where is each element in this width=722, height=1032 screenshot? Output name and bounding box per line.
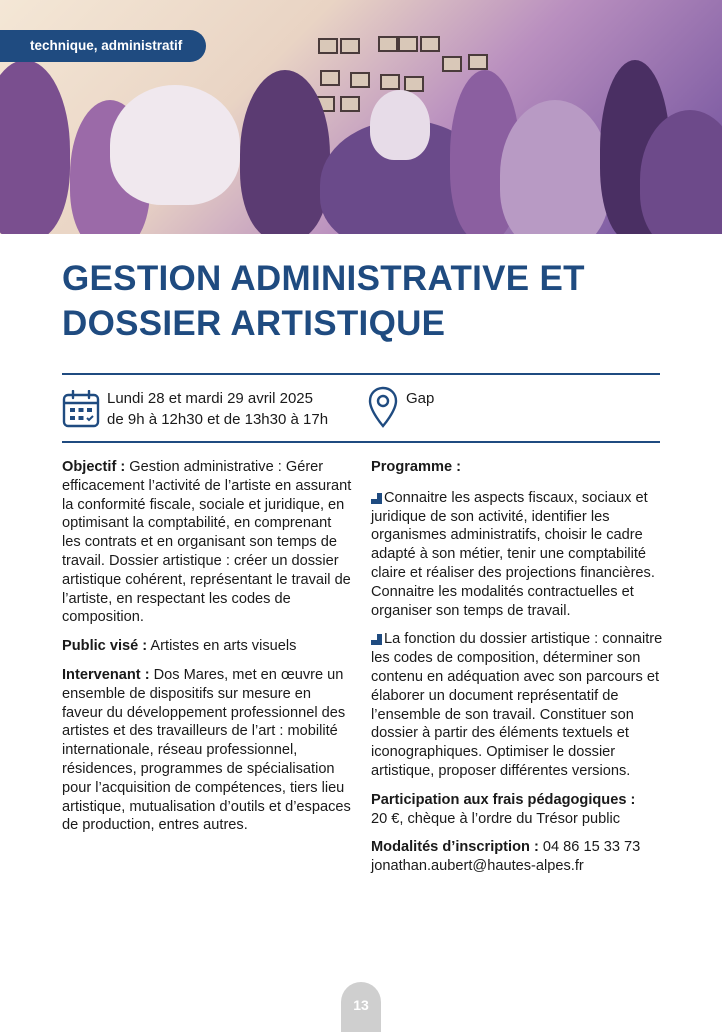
page-title: GESTION ADMINISTRATIVE ET DOSSIER ARTISTIQUE <box>62 259 585 343</box>
left-column <box>62 458 352 845</box>
modalites-label: Modalités d’inscription : <box>371 839 539 856</box>
bullet-icon <box>371 634 380 643</box>
objectif-label: Objectif : <box>62 459 126 475</box>
modalites-paragraph <box>371 838 663 876</box>
calendar-icon <box>62 390 100 428</box>
event-date <box>107 388 328 430</box>
bullet-icon <box>371 493 380 502</box>
objectif-paragraph <box>62 458 352 627</box>
public-label: Public visé : <box>62 638 148 655</box>
public-paragraph <box>62 637 352 656</box>
participation-label: Participation aux frais pédagogiques : <box>371 791 636 808</box>
right-column <box>371 458 663 886</box>
participation-paragraph <box>371 791 663 829</box>
page-number: 13 <box>341 982 381 1032</box>
divider-top <box>62 373 660 375</box>
intervenant-paragraph <box>62 666 352 835</box>
modalites-email[interactable]: jonathan.aubert@hautes-alpes.fr <box>371 858 584 875</box>
participation-text: 20 €, chèque à l’ordre du Trésor public <box>371 810 621 827</box>
programme-item-2 <box>371 630 663 780</box>
divider-bottom <box>62 441 660 443</box>
event-location: Gap <box>406 390 435 407</box>
intervenant-label: Intervenant : <box>62 666 150 683</box>
location-pin-icon <box>368 386 398 428</box>
programme-item-2-text: La fonction du dossier artistique : connaitre les codes de composition, déterminer son contenu en adéquation avec son parcours et élaborer un document représentatif de l’ensemble de son travail. Constituer son dossier à partir des éléments textuels et iconographiques. Optimiser le dossier artistique, proposer différentes versions. <box>371 631 663 779</box>
programme-label: Programme : <box>371 459 462 475</box>
date-line-1: Lundi 28 et mardi 29 avril 2025 <box>107 390 313 407</box>
programme-heading <box>371 458 663 477</box>
modalites-phone: 04 86 15 33 73 <box>538 839 641 856</box>
programme-item-1 <box>371 489 663 621</box>
category-tag: technique, administratif <box>0 30 206 62</box>
date-line-2: de 9h à 12h30 et de 13h30 à 17h <box>107 411 329 428</box>
objectif-text: Gestion administrative : Gérer efficacement l’activité de l’artiste en assurant la conformité fiscale, sociale et juridique, en optimisant la comptabilité, en comprenant les contrats et en organisant son temps de travail. Dossier artistique : créer un dossier artistique cohérent, représentant le travail de l’artiste, en respectant les codes de composition. <box>62 459 352 626</box>
programme-item-1-text: Connaitre les aspects fiscaux, sociaux et juridique de son activité, identifier les organismes administratifs, choisir le cadre adapté à son métier, tenir une comptabilité claire et réaliser des projections financières. Connaitre les modalités contractuelles et organiser son temps de travail. <box>371 489 655 619</box>
intervenant-text: Dos Mares, met en œuvre un ensemble de dispositifs sur mesure en faveur du développement professionnel des artistes et des travailleurs de l’art : mobilité internationale, réseau professionnel, résidences, programmes de spécialisation pour l’acquisition de compétences, tiers lieu artistique, mutualisation d’outils et d’espaces de production, entres autres. <box>62 666 351 834</box>
public-text: Artistes en arts visuels <box>147 638 297 655</box>
